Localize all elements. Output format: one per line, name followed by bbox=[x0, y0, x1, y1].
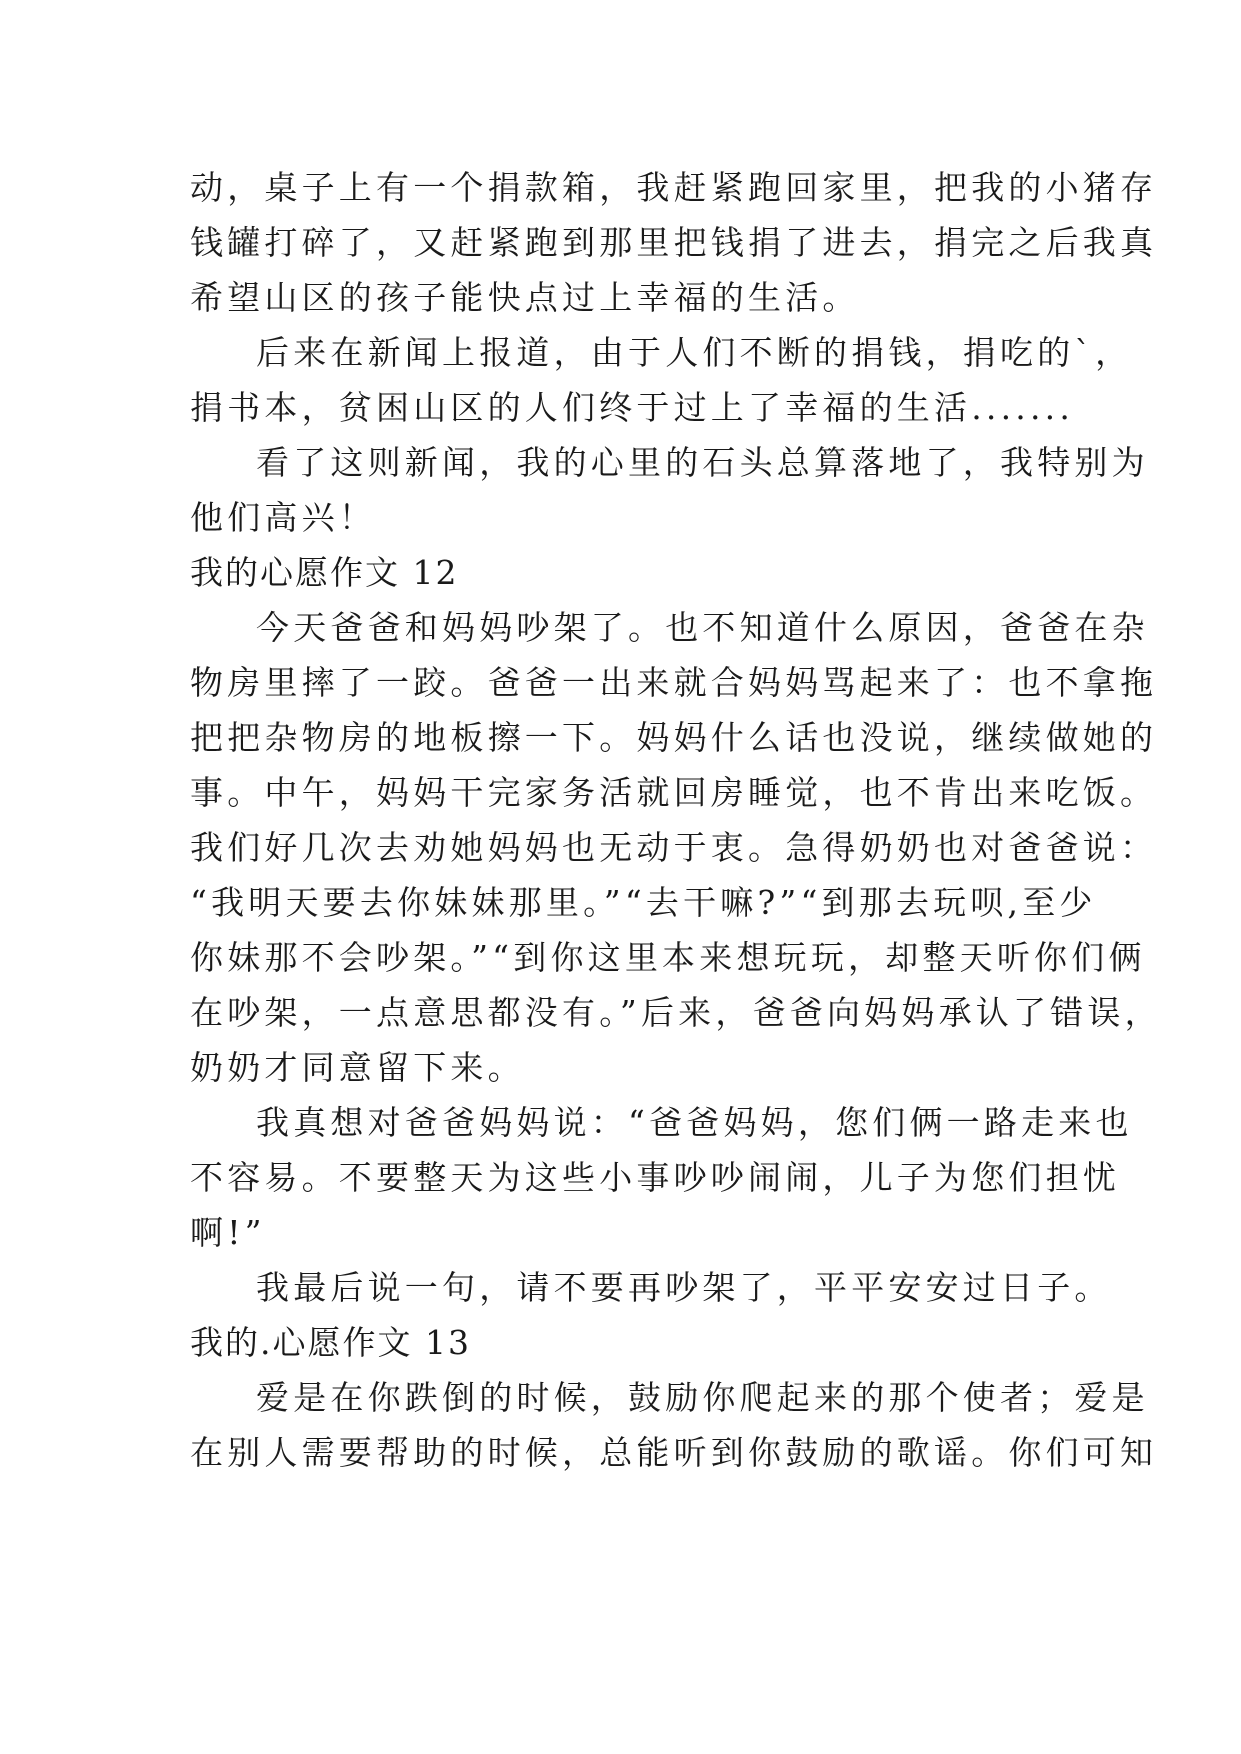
text-line: 不容易。不要整天为这些小事吵吵闹闹，儿子为您们担忧 bbox=[190, 1158, 1120, 1197]
text-line: 啊!” bbox=[190, 1213, 266, 1252]
text-line: 物房里摔了一跤。爸爸一出来就合妈妈骂起来了：也不拿拖 bbox=[190, 663, 1158, 702]
text-line: 今天爸爸和妈妈吵架了。也不知道什么原因，爸爸在杂 bbox=[256, 608, 1149, 647]
text-line: 奶奶才同意留下来。 bbox=[190, 1048, 525, 1087]
text-line: 我真想对爸爸妈妈说：“爸爸妈妈，您们俩一路走来也 bbox=[256, 1103, 1133, 1142]
text-line: 动，桌子上有一个捐款箱，我赶紧跑回家里，把我的小猪存 bbox=[190, 168, 1158, 207]
text-line: 我们好几次去劝她妈妈也无动于衷。急得奶奶也对爸爸说： bbox=[190, 828, 1158, 867]
text-line: 爱是在你跌倒的时候，鼓励你爬起来的那个使者；爱是 bbox=[256, 1378, 1149, 1417]
text-line: 看了这则新闻，我的心里的石头总算落地了，我特别为 bbox=[256, 443, 1149, 482]
text-line: 捐书本，贫困山区的人们终于过上了幸福的生活....... bbox=[190, 388, 1075, 427]
text-line: 他们高兴！ bbox=[190, 498, 376, 537]
section-heading: 我的心愿作文 12 bbox=[190, 553, 459, 592]
text-line: 在别人需要帮助的时候，总能听到你鼓励的歌谣。你们可知 bbox=[190, 1433, 1158, 1472]
text-line: 希望山区的孩子能快点过上幸福的生活。 bbox=[190, 278, 860, 317]
document-body bbox=[190, 160, 1162, 1480]
text-line: 把把杂物房的地板擦一下。妈妈什么话也没说，继续做她的 bbox=[190, 718, 1158, 757]
text-line: 在吵架，一点意思都没有。”后来，爸爸向妈妈承认了错误， bbox=[190, 993, 1162, 1032]
text-line: “我明天要去你妹妹那里。”“去干嘛?”“到那去玩呗,至少 bbox=[190, 883, 1097, 922]
text-line: 我最后说一句，请不要再吵架了，平平安安过日子。 bbox=[256, 1268, 1112, 1307]
text-line: 事。中午，妈妈干完家务活就回房睡觉，也不肯出来吃饭。 bbox=[190, 773, 1158, 812]
text-line: 你妹那不会吵架。”“到你这里本来想玩玩，却整天听你们俩 bbox=[190, 938, 1146, 977]
text-line: 后来在新闻上报道，由于人们不断的捐钱，捐吃的`， bbox=[256, 333, 1133, 372]
text-line: 钱罐打碎了，又赶紧跑到那里把钱捐了进去，捐完之后我真 bbox=[190, 223, 1158, 262]
section-heading: 我的.心愿作文 13 bbox=[190, 1323, 471, 1362]
